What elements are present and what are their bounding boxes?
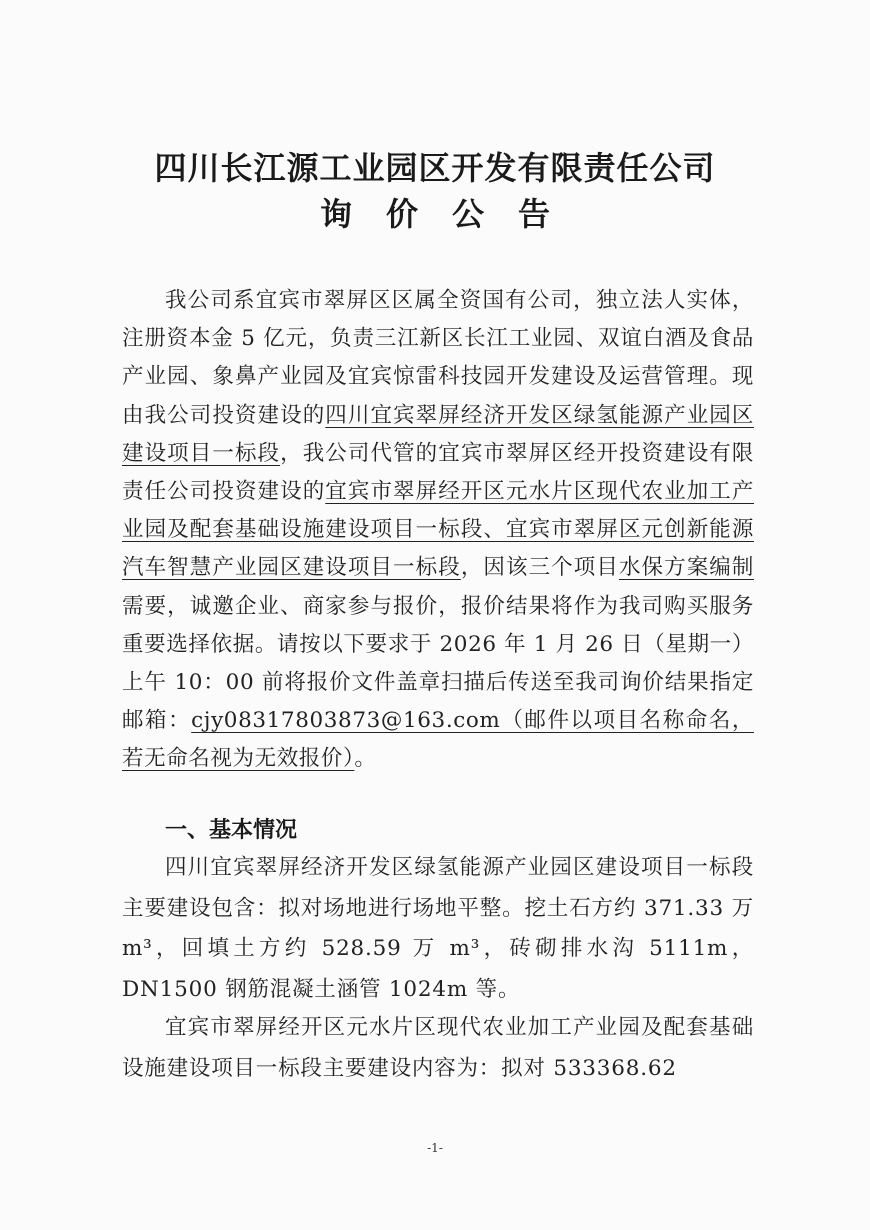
intro-text-4: 需要，诚邀企业、商家参与报价，报价结果将作为我司购买服务重要选择依据。请按以下要求于 2026 年 1 月 26 日（星期一）上午 10：00 前将报价文件盖章扫描后传送至我司询价结果指定邮箱： [122, 593, 754, 734]
service-name: 水保方案编制 [618, 555, 754, 581]
project-2-3-names: 宜宾市翠屏经开区元水片区现代农业加工产业园及配套基础设施建设项目一标段、宜宾市翠屏区元创新能源汽车智慧产业园区建设项目一标段 [122, 479, 754, 581]
company-title: 四川长江源工业园区开发有限责任公司 [154, 149, 716, 187]
intro-text-3: ，因该三个项目 [460, 555, 619, 581]
notice-title: 询价公告 [319, 195, 584, 233]
project-1-description: 四川宜宾翠屏经济开发区绿氢能源产业园区建设项目一标段主要建设包含：拟对场地进行场地平整。挖土石方约 371.33 万 m³，回填土方约 528.59 万 m³，砖砌排水沟 5111m，DN1500 钢筋混凝土涵管 1024m 等。 [122, 855, 754, 1002]
intro-text-2: ，我公司代管的宜宾市翠屏区经开投资建设有限责任公司投资建设的 [122, 440, 754, 505]
section-heading-basic-info: 一、基本情况 [165, 818, 298, 843]
email-address-note: cjy08317803873@163.com（邮件以项目名称命名，若无命名视为无效报价） [122, 708, 754, 772]
intro-text-1: 我公司系宜宾市翠屏区区属全资国有公司，独立法人实体，注册资本金 5 亿元，负责三江新区长江工业园、双谊白酒及食品产业园、象鼻产业园及宜宾惊雷科技园开发建设及运营管理。现由我公司投资建设的 [122, 288, 754, 428]
intro-paragraph [122, 282, 754, 779]
project-1-name: 四川宜宾翠屏经济开发区绿氢能源产业园区建设项目一标段 [122, 402, 754, 466]
project-2-description: 宜宾市翠屏经开区元水片区现代农业加工产业园及配套基础设施建设项目一标段主要建设内容为：拟对 533368.62 [122, 1015, 754, 1081]
intro-text-5: 。 [354, 746, 377, 772]
page-number: -1- [427, 1141, 443, 1155]
